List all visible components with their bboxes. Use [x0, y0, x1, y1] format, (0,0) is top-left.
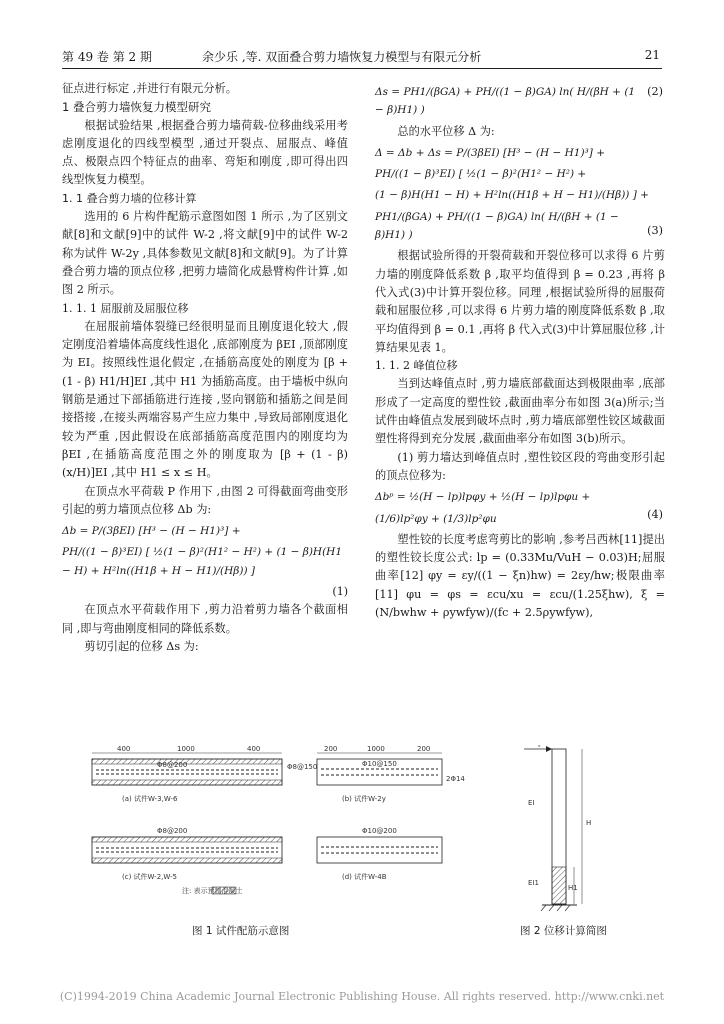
- equation-4: [375, 488, 665, 528]
- dim-label: 200: [417, 745, 431, 753]
- specimen-label: (c) 试件W-2,W-5: [122, 873, 177, 881]
- section-heading: 1 叠合剪力墙恢复力模型研究: [62, 100, 211, 115]
- dim-label: 1000: [177, 745, 195, 753]
- dim-label: 400: [247, 745, 261, 753]
- paragraph: 在屈服前墙体裂缝已经很明显而且刚度退化较大 ,假定刚度沿着墙体高度线性退化 ,底部刚度为 βEI ,顶部刚度为 EI。按照线性退化假定 ,在插筋高度处的刚度为 [β + (1 - β) H1/H]EI ,其中 H1 为插筋高度。由于墙板中纵向钢筋是通过下部插筋进行连接 ,竖向钢筋和插筋之间是间接搭接 ,在接头两端容易产生应力集中 ,导致局部刚度退化较为严重 ,因此假设在底部插筋高度范围内的刚度均为 βEI ,在插筋高度范围之外的刚度取为 [β + (1 - β)(x/H)]EI ,其中 H1 ≤ x ≤ H。: [62, 319, 348, 480]
- dim-label: 200: [324, 745, 338, 753]
- specimen-d: [317, 827, 442, 881]
- equation-number: (1): [332, 585, 348, 599]
- paragraph: (1) 剪力墙达到峰值点时 ,塑性铰区段的弯曲变形引起的顶点位移为:: [375, 450, 665, 482]
- paragraph: 塑性铰的长度考虑弯剪比的影响 ,参考吕西林[11]提出的塑性铰长度公式: lp = (0.33Mu/VuH − 0.03)H;屈服曲率[12] φy = εy/((1 − ξn)hw) = 2εy/hw;极限曲率[11] φu = φs = εcu/xu = εcu/(1.25ξhw), ξ = (N/bwhw + ρywfyw)/(fc + 2.5ρywfyw),: [375, 532, 665, 620]
- subsubsection-heading: 1. 1. 2 峰值位移: [375, 359, 458, 373]
- page-header: [62, 44, 662, 69]
- specimen-b: [317, 745, 465, 803]
- paragraph: 剪切引起的位移 Δs 为:: [84, 639, 199, 653]
- rebar-label: Φ8@200: [157, 827, 188, 835]
- equation-line: Δs = PH1/(βGA) + PH/((1 − β)GA) ln( H/(βH + (1 − β)H1) ): [375, 86, 636, 117]
- height-label: H: [586, 819, 592, 827]
- equation-line: (1 − β)H(H1 − H) + H²ln((H1β + H − H1)/(Hβ)) ] +: [375, 189, 649, 202]
- equation-number: (4): [647, 507, 663, 521]
- equation-number: (2): [647, 85, 663, 98]
- specimen-a: [92, 745, 317, 803]
- load-label: P: [538, 745, 543, 749]
- specimen-c: [92, 827, 282, 881]
- equation-line: Δb = P/(3βEI) [H³ − (H − H1)³] +: [62, 525, 241, 538]
- rebar-label: Φ10@150: [362, 760, 397, 768]
- figure-note: 注: 表示预制混凝土: [182, 887, 243, 895]
- equation-2: [375, 83, 665, 120]
- paragraph: 在顶点水平荷载 P 作用下 ,由图 2 可得截面弯曲变形引起的剪力墙顶点位移 Δb 为:: [62, 484, 348, 516]
- figure-1-drawing: [62, 745, 662, 945]
- paragraph: 当到达峰值点时 ,剪力墙底部截面达到极限曲率 ,底部形成了一定高度的塑性铰 ,截面曲率分布如图 3(a)所示;当试件由峰值点发展到破坏点时 ,剪力墙底部塑性铰区域截面塑性将得到充分发展 ,截面曲率分布如图 3(b)所示。: [375, 377, 665, 446]
- equation-3: [375, 144, 665, 244]
- paragraph: 征点进行标定 ,并进行有限元分析。: [62, 82, 237, 95]
- rebar-label: 2Φ14: [446, 775, 465, 783]
- figure-2-caption: 图 2 位移计算简图: [520, 925, 607, 937]
- equation-1: [62, 522, 348, 601]
- equation-line: PH/((1 − β)³EI) [ ½(1 − β)²(H1² − H²) +: [375, 168, 587, 181]
- paragraph: 根据试验所得的开裂荷载和开裂位移可以求得 6 片剪力墙的刚度降低系数 β ,取平均值得到 β = 0.23 ,再将 β 代入式(3)中计算开裂位移。同理 ,根据试验所得的屈服荷载和屈服位移 ,可以求得 6 片剪力墙的刚度降低系数 β ,取平均值得到 β = 0.1 ,再将 β 代入式(3)中计算屈服位移 ,计算结果见表 1。: [375, 249, 665, 354]
- figure-1-caption: 图 1 试件配筋示意图: [192, 925, 290, 937]
- specimen-label: (a) 试件W-3,W-6: [122, 795, 178, 803]
- equation-line: PH1/(βGA) + PH/((1 − β)GA) ln( H/(βH + (1 − β)H1) ): [375, 210, 619, 242]
- paragraph: 选用的 6 片构件配筋示意图如图 1 所示 ,为了区别文献[8]和文献[9]中的试件 W-2 ,将文献[9]中的试件 W-2 称为试件 W-2y ,具体参数见文献[8]和文献[9]。为了计算叠合剪力墙的顶点位移 ,把剪力墙简化成悬臂构件计算 ,如图 2 所示。: [62, 210, 348, 297]
- running-title: 余少乐 ,等. 双面叠合剪力墙恢复力模型与有限元分析: [202, 50, 482, 64]
- right-column: [375, 80, 665, 622]
- specimen-label: (d) 试件W-4B: [342, 873, 387, 881]
- dim-label: 400: [117, 745, 131, 753]
- journal-volume: 第 49 卷 第 2 期: [62, 50, 152, 64]
- subsubsection-heading: 1. 1. 1 屈服前及屈服位移: [62, 301, 189, 315]
- paragraph: 总的水平位移 Δ 为:: [397, 124, 495, 138]
- stiffness-label: EI: [528, 799, 535, 807]
- height-label: H1: [568, 884, 578, 892]
- stiffness-label: EI1: [528, 879, 539, 887]
- equation-line: PH/((1 − β)³EI) [ ½(1 − β)²(H1² − H²) + (1 − β)H(H1 − H) + H²ln((H1β + H − H1)/(Hβ)) ]: [62, 546, 343, 577]
- subsection-heading: 1. 1 叠合剪力墙的位移计算: [62, 191, 197, 205]
- rebar-label: Φ8@150: [287, 763, 318, 771]
- equation-line: Δ = Δb + Δs = P/(3βEI) [H³ − (H − H1)³] +: [375, 146, 606, 159]
- rebar-label: Φ8@200: [157, 761, 188, 769]
- rebar-label: Φ10@200: [362, 827, 397, 835]
- equation-number: (3): [647, 224, 663, 238]
- figures: [62, 745, 662, 945]
- equation-line: (1/6)lp²φy + (1/3)lp²φu: [375, 512, 497, 525]
- paragraph: 在顶点水平荷载作用下 ,剪力沿着剪力墙各个截面相同 ,即与弯曲刚度相同的降低系数。: [62, 603, 348, 635]
- paragraph: 根据试验结果 ,根据叠合剪力墙荷载-位移曲线采用考虑刚度退化的四线型模型 ,通过开裂点、屈服点、峰值点、极限点四个特征点的曲率、弯矩和刚度 ,即可得出四线型恢复力模型。: [62, 118, 348, 187]
- page-number: 21: [644, 48, 660, 62]
- equation-line: Δbᵖ = ½(H − lp)lpφy + ½(H − lp)lpφu +: [375, 491, 591, 504]
- figure-2-drawing: [524, 745, 591, 911]
- copyright-footer: (C)1994-2019 China Academic Journal Electronic Publishing House. All rights reserved. http://www.cnki.net: [59, 990, 665, 1003]
- specimen-label: (b) 试件W-2y: [342, 795, 386, 803]
- dim-label: 1000: [367, 745, 385, 753]
- left-column: [62, 80, 348, 656]
